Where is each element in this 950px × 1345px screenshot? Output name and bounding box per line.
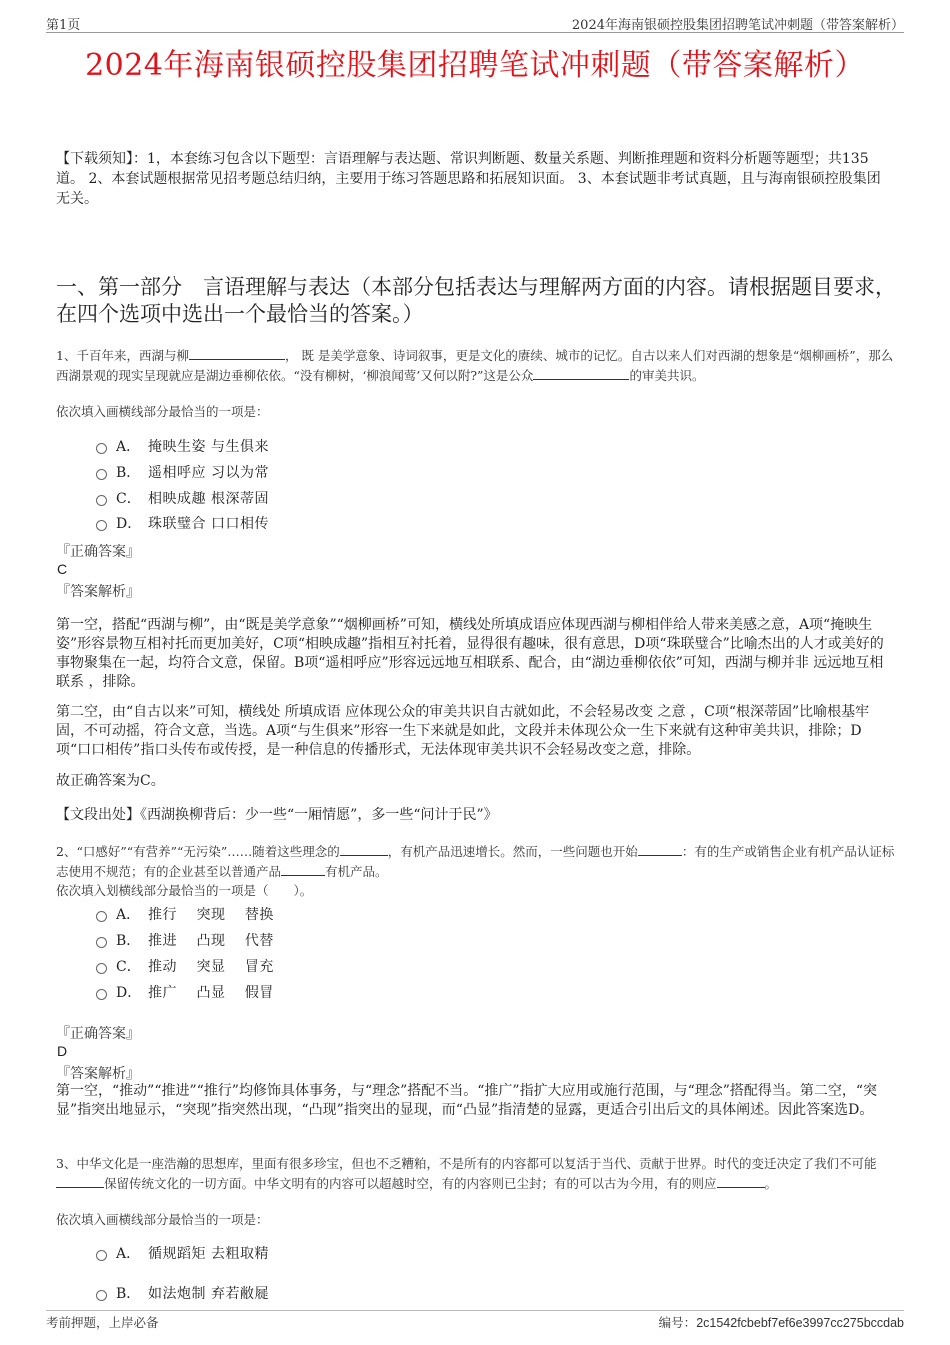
download-notice: 【下载须知】：1，本套练习包含以下题型：言语理解与表达题、常识判断题、数量关系题、判断推理题和资料分析题等题型；共135道。 2、本套试题根据常见招考题总结归纳，主要用于练习答题思路和拓展知识面。 3、本套试题非考试真题，且与海南银硕控股集团无关。: [56, 151, 881, 207]
question-2-text: 2、“口感好”“有营养”“无污染”……随着这些理念的 ，有机产品迅速增长。然而，一些问题也开始 ：有的生产或销售企业有机产品认证标志使用不规范；有的企业甚至以普通产品 有机产品。: [56, 844, 895, 879]
correct-answer: C: [57, 561, 68, 577]
page-number: 第1页: [46, 18, 81, 33]
question-1-option-c[interactable]: C． 相映成趣 根深蒂固: [96, 488, 269, 508]
answer-blank: [340, 843, 388, 856]
section-heading: 一、第一部分 言语理解与表达（本部分包括表达与理解两方面的内容。请根据题目要求，在四个选项中选出一个最恰当的答案。）: [56, 275, 896, 326]
question-1-prompt: 依次填入画横线部分最恰当的一项是：: [56, 404, 269, 419]
running-header-title: 2024年海南银硕控股集团招聘笔试冲刺题（带答案解析）: [571, 18, 904, 33]
radio-icon[interactable]: [96, 937, 107, 948]
footer-slogan: 考前押题，上岸必备: [46, 1315, 159, 1330]
radio-icon[interactable]: [96, 1290, 107, 1301]
question-2-option-d[interactable]: D． 推广 凸显 假冒: [96, 982, 274, 1002]
radio-icon[interactable]: [96, 443, 107, 454]
footer-divider: [46, 1310, 904, 1311]
analysis-label: 『答案解析』: [56, 1066, 140, 1082]
radio-icon[interactable]: [96, 520, 107, 531]
radio-icon[interactable]: [96, 495, 107, 506]
header-divider: [46, 32, 904, 33]
question-3-text: 3、中华文化是一座浩瀚的思想库，里面有很多珍宝，但也不乏糟粕，不是所有的内容都可以复活于当代、贡献于世界。时代的变迁决定了我们不可能保留传统文化的一切方面。中华文明有的内容可以超越时空，有的内容则已尘封；有的可以古为今用，有的则应 。: [56, 1156, 877, 1191]
text-source: 【文段出处】《西湖换柳背后：少一些“一厢情愿”，多一些“问计于民”》: [56, 807, 498, 823]
radio-icon[interactable]: [96, 911, 107, 922]
answer-blank: [281, 863, 325, 876]
answer-blank: [56, 1175, 104, 1188]
question-1-option-b[interactable]: B． 遥相呼应 习以为常: [96, 462, 269, 482]
analysis-label: 『答案解析』: [56, 584, 140, 600]
question-1-option-a[interactable]: A． 掩映生姿 与生俱来: [96, 436, 269, 456]
radio-icon[interactable]: [96, 1250, 107, 1261]
analysis-paragraph: 第一空，“推动”“推进”“推行”均修饰具体事务，与“理念”搭配不当。“推广”指扩大应用或施行范围，与“理念”搭配得当。第二空，“突显”指突出地显示，“突现”指突然出现，“凸现”指突出的显现，而“凸显”指清楚的显露，更适合引出后文的具体阐述。因此答案选D。: [56, 1083, 878, 1118]
answer-blank: [717, 1175, 765, 1188]
question-3-option-b[interactable]: B． 如法炮制 弃若敝屣: [96, 1283, 269, 1303]
document-title: 2024年海南银硕控股集团招聘笔试冲刺题（带答案解析）: [85, 48, 865, 83]
question-3-prompt: 依次填入画横线部分最恰当的一项是：: [56, 1212, 269, 1227]
answer-blank: [189, 347, 285, 360]
question-2-option-b[interactable]: B． 推进 凸现 代替: [96, 930, 274, 950]
radio-icon[interactable]: [96, 963, 107, 974]
question-2-option-a[interactable]: A． 推行 突现 替换: [96, 904, 274, 924]
question-2-prompt: 依次填入划横线部分最恰当的一项是（ ）。: [56, 883, 313, 898]
question-2-option-c[interactable]: C． 推动 突显 冒充: [96, 956, 274, 976]
question-1-option-d[interactable]: D． 珠联璧合 口口相传: [96, 513, 269, 533]
answer-blank: [533, 367, 629, 380]
radio-icon[interactable]: [96, 469, 107, 480]
analysis-conclusion: 故正确答案为C。: [56, 773, 165, 789]
radio-icon[interactable]: [96, 989, 107, 1000]
analysis-paragraph: 第二空，由“自古以来”可知，横线处 所填成语 应体现公众的审美共识自古就如此，不会轻易改变 之意 ，C项“根深蒂固”比喻根基牢固，不可动摇，符合文意，当选。A项“与生俱来”形容一生下来就是如此，文段并未体现公众一生下来就有这种审美共识，排除；D项“口口相传”指口头传布或传授，是一种信息的传播形式，无法体现审美共识不会轻易改变之意，排除。: [56, 704, 870, 758]
correct-answer-label: 『正确答案』: [56, 1026, 140, 1042]
question-1-text: 1、千百年来，西湖与柳 ， 既 是美学意象、诗词叙事，更是文化的赓续、城市的记忆。自古以来人们对西湖的想象是“烟柳画桥”，那么西湖景观的现实呈现就应是湖边垂柳依依。“没有柳树，‘柳浪闻莺’又何以附?”这是公众 的审美共识。: [56, 348, 894, 383]
answer-blank: [638, 843, 682, 856]
analysis-paragraph: 第一空，搭配“西湖与柳”，由“既是美学意象”“烟柳画桥”可知，横线处所填成语应体现西湖与柳相伴给人带来美感之意，A项“掩映生姿”形容景物互相衬托而更加美好，C项“相映成趣”指相互衬托着，显得很有趣味，很有意思，D项“珠联璧合”比喻杰出的人才或美好的事物聚集在一起，均符合文意，保留。B项“遥相呼应”形容远远地互相联系、配合，由“湖边垂柳依依”可知，西湖与柳并非 远远地互相联系 ，排除。: [56, 617, 884, 690]
correct-answer: D: [57, 1043, 68, 1059]
correct-answer-label: 『正确答案』: [56, 544, 140, 560]
document-code: 编号：2c1542fcbebf7ef6e3997cc275bccdab: [658, 1315, 904, 1330]
question-3-option-a[interactable]: A． 循规蹈矩 去粗取精: [96, 1243, 269, 1263]
